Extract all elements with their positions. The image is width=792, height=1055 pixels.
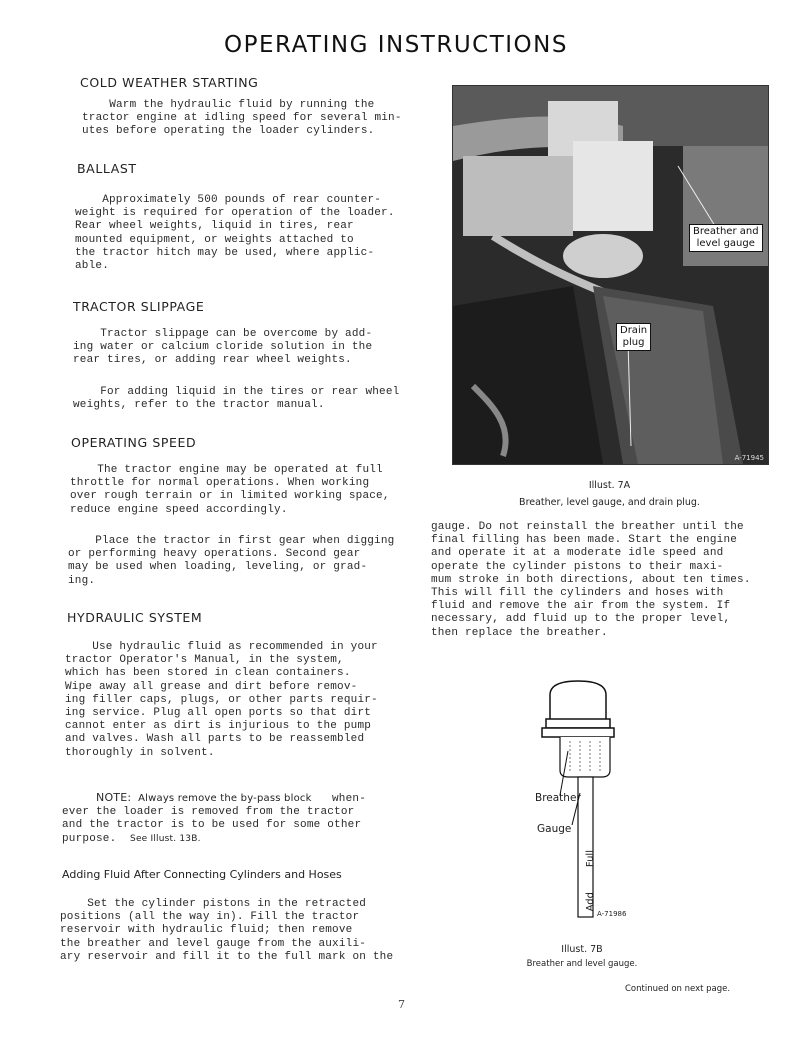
text-line: reservoir with hydraulic fluid; then remove (60, 924, 353, 937)
text-line: ing water or calcium cloride solution in the (73, 341, 373, 354)
text-line: ever the loader is removed from the tractor (62, 806, 355, 819)
text-line: Rear wheel weights, liquid in tires, rear (75, 220, 354, 233)
figure-7b-caption: Breather and level gauge. (526, 959, 638, 969)
text-line: Wipe away all grease and dirt before remov- (65, 680, 358, 693)
text-line: ary reservoir and fill it to the full mark on the (60, 950, 394, 963)
figure-code: A-71986 (597, 910, 627, 918)
heading-adding-fluid: Adding Fluid After Connecting Cylinders and Hoses (62, 868, 342, 881)
text-line: over rough terrain or in limited working space, (70, 490, 390, 503)
text-line: weights, refer to the tractor manual. (73, 399, 325, 412)
text-line: mounted equipment, or weights attached to (75, 233, 354, 246)
note-block (62, 791, 366, 846)
text-line: may be used when loading, leveling, or grad- (68, 561, 368, 574)
text-line: Approximately 500 pounds of rear counter- (75, 194, 382, 206)
text-line: Use hydraulic fluid as recommended in your (65, 641, 378, 653)
text-line: ing filler caps, plugs, or other parts requir- (65, 693, 378, 706)
continued-note: Continued on next page. (625, 984, 731, 994)
callout-drain-plug (616, 323, 651, 351)
text-line: rear tires, or adding rear wheel weights. (73, 354, 352, 367)
text-line: able. (75, 260, 110, 273)
text-line: or performing heavy operations. Second gear (68, 548, 361, 561)
text-line: gauge. Do not reinstall the breather until the (431, 521, 744, 533)
text-line: which has been stored in clean containers. (65, 667, 351, 680)
text-line: reduce engine speed accordingly. (70, 503, 288, 516)
paragraph-speed-a (70, 464, 390, 517)
heading-operating-speed: OPERATING SPEED (71, 435, 197, 450)
page-number: 7 (398, 998, 405, 1011)
label-gauge: Gauge (537, 823, 572, 835)
figure-7a-label: Illust. 7A (588, 480, 631, 491)
heading-tractor-slippage: TRACTOR SLIPPAGE (73, 299, 205, 314)
text-line: Place the tractor in first gear when digging (68, 535, 395, 547)
note-first-line (62, 791, 366, 806)
callout-line: level gauge (696, 238, 755, 249)
photo-drawing (453, 86, 768, 464)
paragraph-adding-fluid (60, 898, 393, 964)
note-emphasis: Always remove the by-pass block (138, 793, 312, 804)
text-line: thoroughly in solvent. (65, 746, 215, 759)
text-line: and operate it at a moderate idle speed and (431, 547, 724, 560)
text-line: Warm the hydraulic fluid by running the (82, 99, 375, 111)
heading-cold-weather: COLD WEATHER STARTING (80, 75, 259, 90)
text-line: then replace the breather. (431, 626, 608, 639)
text-line: Set the cylinder pistons in the retracted (60, 898, 367, 910)
text-line: tractor engine at idling speed for several min- (82, 112, 402, 125)
text-line: weight is required for operation of the loader. (75, 207, 395, 220)
text-line: This will fill the cylinders and hoses with (431, 587, 724, 600)
figure-code: A-71945 (734, 454, 764, 462)
callout-line: plug (622, 337, 645, 348)
text-line: utes before operating the loader cylinders. (82, 125, 375, 138)
text-line: operate the cylinder pistons to their maxi- (431, 560, 724, 573)
callout-breather-level-gauge (689, 224, 763, 252)
note-label: NOTE: (96, 791, 132, 804)
page-title: OPERATING INSTRUCTIONS (224, 32, 568, 58)
paragraph-hydraulic (65, 641, 378, 760)
text-line: the breather and level gauge from the auxili- (60, 937, 367, 950)
paragraph-cold-weather (82, 99, 402, 139)
mark-full: Full (585, 850, 596, 868)
figure-7a-caption: Breather, level gauge, and drain plug. (519, 497, 700, 508)
text-line: The tractor engine may be operated at full (70, 464, 383, 476)
text-line: For adding liquid in the tires or rear wheel (73, 386, 400, 398)
heading-ballast: BALLAST (77, 161, 137, 176)
note-reference: See Illust. 13B. (130, 833, 201, 844)
callout-line: Breather and (693, 226, 759, 237)
text-line: necessary, add fluid up to the proper level, (431, 613, 731, 626)
text-line: and valves. Wash all parts to be reassembled (65, 733, 365, 746)
text-line: ing. (68, 574, 96, 587)
paragraph-continuation (431, 521, 751, 640)
illustration-7a-photo (452, 85, 769, 465)
text-line: fluid and remove the air from the system. If (431, 600, 731, 613)
label-breather: Breather (535, 792, 581, 804)
figure-7b-label: Illust. 7B (561, 944, 603, 955)
text-line: mum stroke in both directions, about ten times. (431, 573, 751, 586)
text-line: final filling has been made. Start the engine (431, 534, 738, 547)
mark-add: Add (585, 892, 596, 912)
text-line: cannot enter as dirt is injurious to the pump (65, 720, 372, 733)
callout-line: Drain (620, 325, 648, 336)
text-line: ing service. Plug all open ports so that dirt (65, 707, 372, 720)
note-last: purpose. (62, 832, 117, 845)
note-last-line (62, 833, 366, 846)
paragraph-slippage-b (73, 386, 399, 412)
paragraph-ballast (75, 194, 395, 273)
text-line: tractor Operator's Manual, in the system, (65, 654, 344, 667)
note-tail: when- (331, 793, 366, 805)
text-line: throttle for normal operations. When working (70, 477, 370, 490)
text-line: and the tractor is to be used for some other (62, 819, 362, 832)
paragraph-slippage-a (73, 328, 372, 368)
heading-hydraulic-system: HYDRAULIC SYSTEM (67, 610, 203, 625)
text-line: the tractor hitch may be used, where applic- (75, 246, 375, 259)
text-line: Tractor slippage can be overcome by add- (73, 328, 373, 340)
paragraph-speed-b (68, 535, 394, 588)
text-line: positions (all the way in). Fill the tractor (60, 911, 360, 924)
